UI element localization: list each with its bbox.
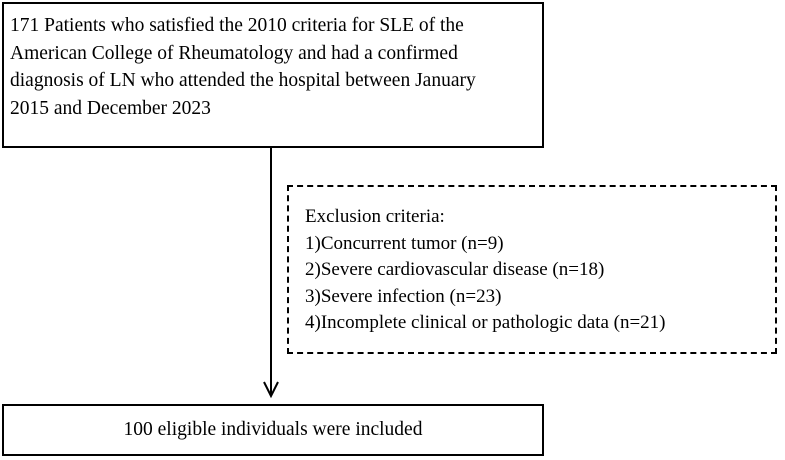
- included-text: 100 eligible individuals were included: [123, 419, 423, 440]
- exclusion-title: Exclusion criteria:: [305, 206, 445, 227]
- source-line-1: 171 Patients who satisfied the 2010 criteria for SLE of the: [10, 15, 464, 36]
- patients-source-box: [2, 2, 544, 148]
- source-line-2: American College of Rheumatology and had a confirmed: [10, 42, 458, 64]
- exclusion-item: 1)Concurrent tumor (n=9): [305, 232, 504, 254]
- source-line-4: 2015 and December 2023: [10, 97, 211, 119]
- exclusion-item: 2)Severe cardiovascular disease (n=18): [305, 259, 605, 280]
- exclusion-item: 4)Incomplete clinical or pathologic data (n=21): [305, 312, 666, 333]
- included-individuals-box: [2, 404, 544, 456]
- source-line-3: diagnosis of LN who attended the hospital between January: [10, 70, 476, 91]
- exclusion-criteria-box: [287, 185, 777, 354]
- exclusion-item: 3)Severe infection (n=23): [305, 285, 502, 307]
